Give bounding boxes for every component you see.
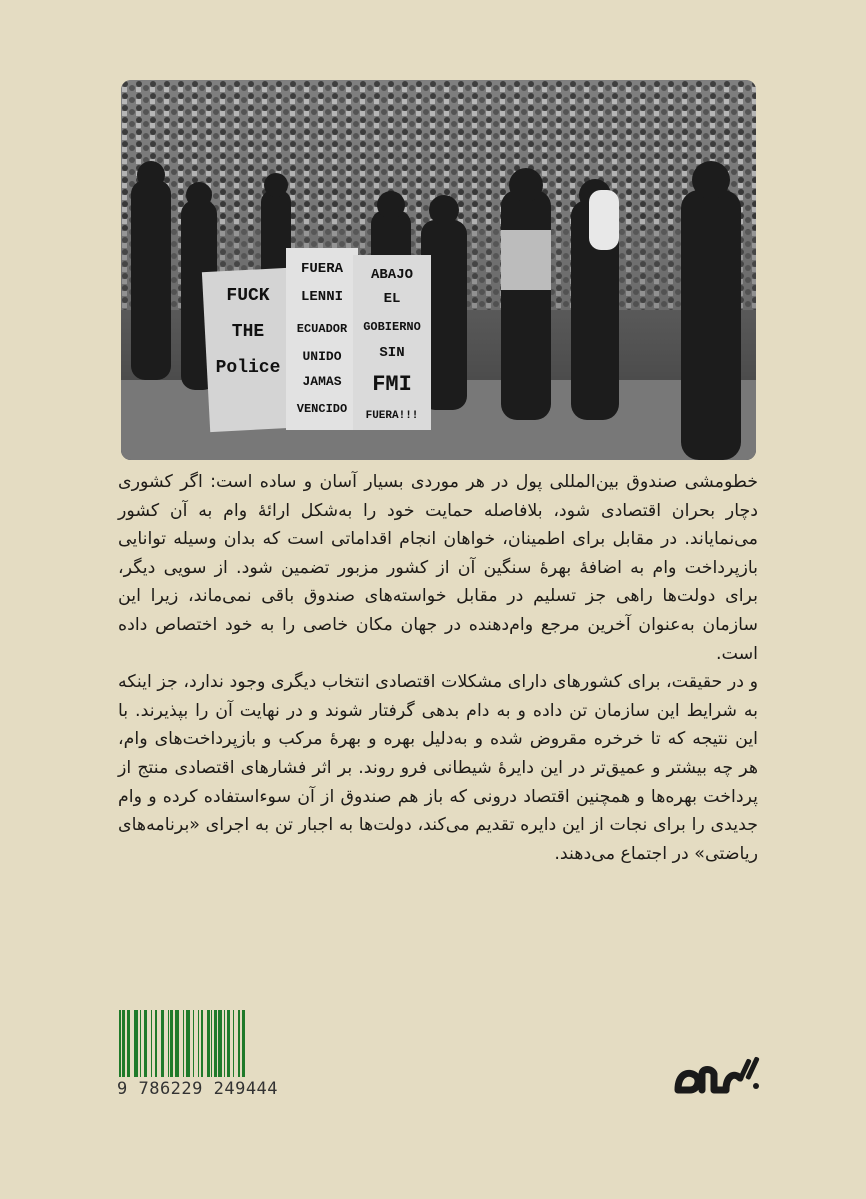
barcode-bar — [242, 1010, 245, 1078]
barcode-bar — [198, 1010, 199, 1078]
sign-3-line-6: FUERA!!! — [365, 410, 419, 422]
barcode-bar — [214, 1010, 217, 1078]
barcode-bar — [201, 1010, 203, 1078]
barcode-bar — [119, 1010, 121, 1078]
barcode-bar — [151, 1010, 152, 1078]
barcode-bar — [211, 1010, 212, 1078]
cover-photo — [121, 80, 756, 460]
sign-2-line-6: VENCIDO — [296, 402, 348, 416]
barcode-bar — [170, 1010, 173, 1078]
barcode-bar — [186, 1010, 190, 1078]
sign-3-line-2: EL — [383, 291, 401, 307]
sign-1-line-2: THE — [231, 322, 265, 342]
barcode-bar — [218, 1010, 222, 1078]
publisher-logo — [672, 1052, 760, 1102]
blurb-paragraph-2: و در حقیقت، برای کشورهای دارای مشکلات اقتصادی انتخاب دیگری وجود ندارد، جز اینکه به شرایط این سازمان تن داده و به دام بدهی گرفتار شوند و در نهایت آن را بپذیرند. با این نتیجه که تا خرخره مقروض شده و به‌دلیل بهره و بهرهٔ مرکب و بازپرداخت‌های وام، هر چه بیشتر و عمیق‌تر در این دایرهٔ شیطانی فرو روند. بر اثر فشارهای اقتصادی منتج از پرداخت بهره‌ها و همچنین اقتصاد درونی که باز هم صندوق از آن سوءاستفاده کرده و وام جدیدی را برای نجات از این دایره تقدیم می‌کند، دولت‌ها به اجبار تن به اجرای «برنامه‌های ریاضتی» در اجتماع می‌دهند. — [118, 672, 758, 864]
barcode-bar — [175, 1010, 179, 1078]
barcode-bar — [155, 1010, 157, 1078]
barcode-bar — [134, 1010, 138, 1078]
barcode-bar — [193, 1010, 194, 1078]
sign-3-line-3: GOBIERNO — [363, 320, 421, 334]
barcode-bar — [161, 1010, 164, 1078]
sign-1-line-3: Police — [215, 358, 281, 378]
barcode-bar — [224, 1010, 225, 1078]
back-cover-blurb — [118, 468, 758, 868]
sign-3-line-1: ABAJO — [370, 267, 414, 283]
sign-2-line-3: ECUADOR — [296, 322, 348, 336]
barcode-bar — [207, 1010, 210, 1078]
barcode-bar — [238, 1010, 240, 1078]
sign-1-line-1: FUCK — [226, 286, 270, 306]
sign-2-line-2: LENNI — [300, 289, 344, 305]
sign-3-line-4: SIN — [379, 345, 405, 361]
barcode-bar — [144, 1010, 147, 1078]
barcode-bar — [122, 1010, 125, 1078]
blurb-paragraph-1: خطومشی صندوق بین‌المللی پول در هر موردی بسیار آسان و ساده است: اگر کشوری دچار بحران اقتصادی شود، بلافاصله حمایت خود را به‌شکل ارائهٔ وام به آن کشور می‌نمایاند. در مقابل برای اطمینان، خواهان انجام اقداماتی است که بدان وسیله توانایی بازپرداخت وام به اضافهٔ بهرهٔ سنگین آن از کشور مزبور تضمین شود. از سویی دیگر، برای دولت‌ها راهی جز تسلیم در مقابل خواسته‌های صندوق باقی نمی‌ماند، زیرا این سازمان به‌عنوان آخرین مرجع وام‌دهنده در جهان مکان خاصی را به خود اختصاص داده است. — [118, 472, 758, 664]
barcode-bar — [227, 1010, 230, 1078]
sign-2-line-4: UNIDO — [302, 349, 342, 364]
sign-2-line-1: FUERA — [300, 261, 344, 277]
sign-2-line-5: JAMAS — [302, 374, 342, 389]
barcode-bar — [127, 1010, 130, 1078]
sign-3-line-5: FMI — [372, 372, 412, 397]
barcode-bar — [183, 1010, 184, 1078]
isbn-number: 9 786229 249444 — [117, 1077, 307, 1099]
barcode-bar — [168, 1010, 169, 1078]
barcode-bar — [233, 1010, 234, 1078]
barcode-bar — [140, 1010, 141, 1078]
